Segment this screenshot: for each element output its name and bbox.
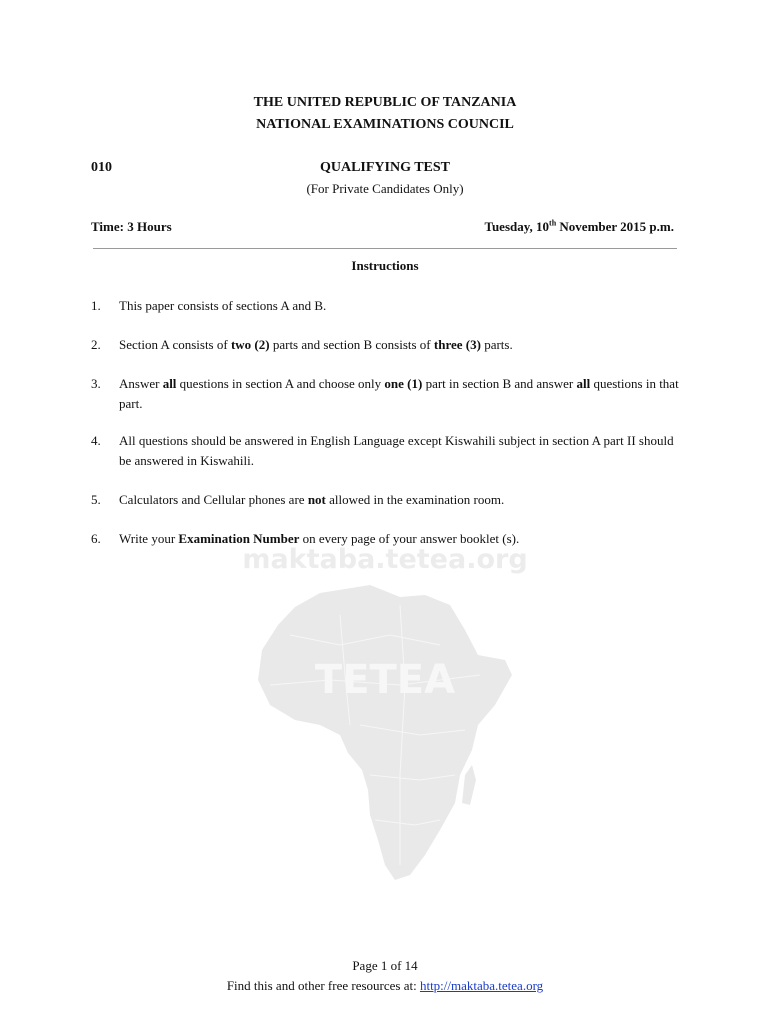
page-number: Page 1 of 14 <box>352 958 418 973</box>
instruction-fragment: questions in that part. <box>119 376 679 411</box>
instruction-fragment: Calculators and Cellular phones are <box>119 492 308 507</box>
watermark-site-text: maktaba.tetea.org <box>242 544 528 575</box>
instruction-fragment: Section A consists of <box>119 337 231 352</box>
instruction-text <box>119 296 681 316</box>
watermark-brand-text: TETEA <box>314 657 456 703</box>
instruction-emphasis: all <box>576 376 591 391</box>
instruction-emphasis: one (1) <box>384 376 423 391</box>
instruction-fragment: allowed in the examination room. <box>325 492 505 507</box>
africa-map-watermark-icon <box>250 575 520 885</box>
instruction-number: 2. <box>91 337 101 352</box>
instruction-emphasis: two (2) <box>230 337 270 352</box>
instruction-number: 5. <box>91 492 101 507</box>
instruction-emphasis: Examination Number <box>178 531 300 546</box>
council-heading: NATIONAL EXAMINATIONS COUNCIL <box>256 117 514 132</box>
instruction-text <box>119 529 681 549</box>
paper-title: QUALIFYING TEST <box>319 160 451 175</box>
footer-resources <box>0 978 770 994</box>
resources-link[interactable]: http://maktaba.tetea.org <box>419 978 544 993</box>
instruction-text <box>119 490 681 510</box>
instruction-fragment: Answer <box>119 376 163 391</box>
instruction-text <box>119 374 681 414</box>
exam-date <box>484 219 674 235</box>
republic-heading: THE UNITED REPUBLIC OF TANZANIA <box>253 95 517 110</box>
instruction-number: 3. <box>91 376 101 391</box>
paper-code: 010 <box>91 160 112 175</box>
date-rest: November 2015 p.m. <box>556 219 674 234</box>
instruction-number: 6. <box>91 531 101 546</box>
instruction-text <box>119 335 681 355</box>
instruction-fragment: parts and section B consists of <box>269 337 434 352</box>
exam-duration: Time: 3 Hours <box>91 219 172 234</box>
instruction-emphasis: all <box>162 376 177 391</box>
instruction-emphasis: not <box>307 492 326 507</box>
instruction-fragment: All questions should be answered in English Language except Kiswahili subject in section A part II should be answered in Kiswahili. <box>119 433 674 468</box>
instruction-number: 4. <box>91 433 101 448</box>
footer-resources-text: Find this and other free resources at: <box>226 978 420 993</box>
instruction-text <box>119 431 681 471</box>
date-prefix: Tuesday, 10 <box>484 219 550 234</box>
divider-line <box>93 248 677 249</box>
instruction-fragment: parts. <box>480 337 513 352</box>
instruction-number: 1. <box>91 298 101 313</box>
instruction-fragment: on every page of your answer booklet (s). <box>299 531 520 546</box>
instruction-emphasis: three (3) <box>433 337 481 352</box>
instruction-fragment: part in section B and answer <box>422 376 577 391</box>
instruction-fragment: Write your <box>119 531 179 546</box>
instruction-fragment: This paper consists of sections A and B. <box>119 298 327 313</box>
paper-subtitle: (For Private Candidates Only) <box>306 181 464 196</box>
instruction-fragment: questions in section A and choose only <box>176 376 385 391</box>
date-suffix: th <box>549 218 557 228</box>
instructions-heading: Instructions <box>351 258 419 273</box>
